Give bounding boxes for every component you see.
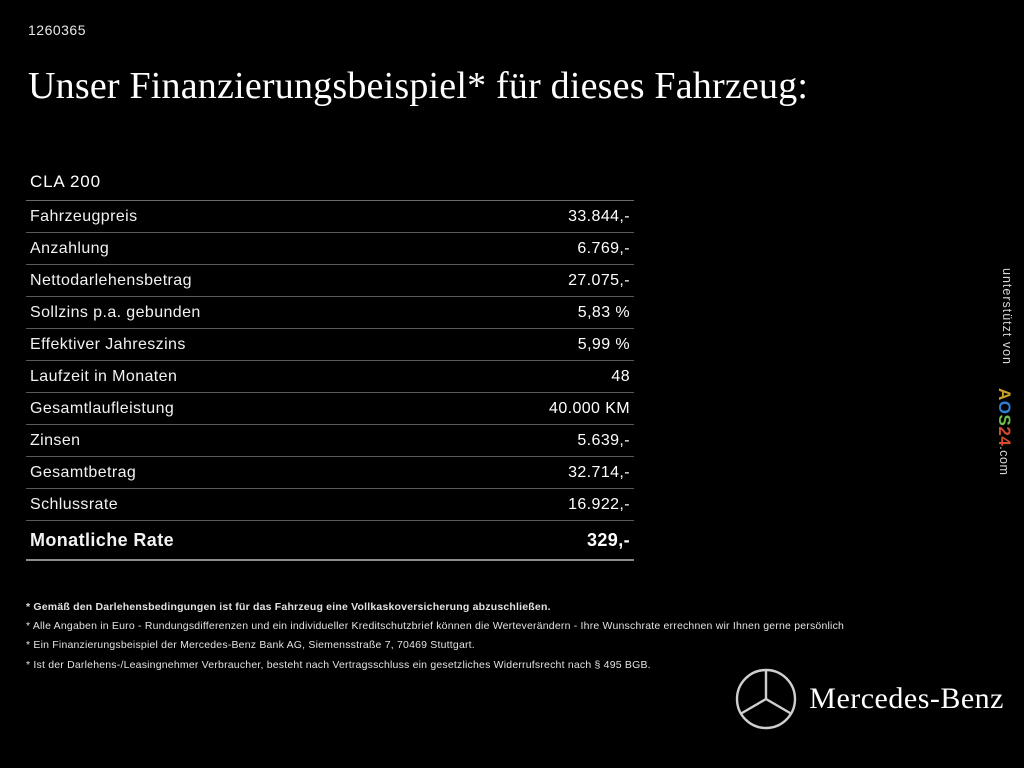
table-row (26, 297, 634, 329)
page-title: Unser Finanzierungsbeispiel* für dieses Fahrzeug: (28, 65, 809, 107)
row-value: 5,99 % (577, 336, 630, 353)
logo-tld: .com (997, 446, 1011, 476)
vehicle-model-title: CLA 200 (26, 172, 634, 201)
row-value: 48 (611, 368, 630, 385)
table-row (26, 489, 634, 521)
row-label: Schlussrate (30, 496, 118, 513)
row-value: 33.844,- (568, 208, 630, 225)
footnote-item: * Ein Finanzierungsbeispiel der Mercedes-Benz Bank AG, Siemensstraße 7, 70469 Stuttgart. (26, 639, 475, 652)
row-value: 5.639,- (577, 432, 630, 449)
row-label: Sollzins p.a. gebunden (30, 304, 201, 321)
table-row (26, 425, 634, 457)
table-row (26, 265, 634, 297)
footnotes (26, 600, 996, 677)
table-row (26, 361, 634, 393)
logo-letter-o: O (995, 400, 1014, 415)
row-value: 6.769,- (577, 240, 630, 257)
row-value: 16.922,- (568, 496, 630, 513)
table-row (26, 457, 634, 489)
sidebar-attribution (988, 268, 1016, 588)
table-row (26, 233, 634, 265)
brand-name: Mercedes-Benz (809, 682, 1004, 715)
logo-letter-s: S (995, 414, 1014, 427)
row-label: Laufzeit in Monaten (30, 368, 178, 385)
row-value: 40.000 KM (549, 400, 630, 417)
aos24-logo (994, 388, 1014, 475)
row-label: Zinsen (30, 432, 81, 449)
table-row (26, 393, 634, 425)
row-label: Effektiver Jahreszins (30, 336, 186, 353)
logo-letter-a: A (995, 388, 1014, 401)
mercedes-star-icon (735, 668, 797, 730)
reference-id: 1260365 (28, 22, 87, 38)
row-label: Nettodarlehensbetrag (30, 272, 192, 289)
table-row (26, 201, 634, 233)
row-value: 27.075,- (568, 272, 630, 289)
logo-number-24: 24 (995, 426, 1014, 447)
row-label: Gesamtlaufleistung (30, 400, 175, 417)
footnote-item: * Gemäß den Darlehensbedingungen ist für das Fahrzeug eine Vollkaskoversicherung abzuschließen. (26, 601, 551, 613)
monthly-rate-label: Monatliche Rate (30, 530, 175, 550)
supported-by-label: unterstützt von (1000, 268, 1014, 365)
row-value: 5,83 % (577, 304, 630, 321)
row-label: Anzahlung (30, 240, 110, 257)
row-value: 32.714,- (568, 464, 630, 481)
row-label: Gesamtbetrag (30, 464, 137, 481)
monthly-rate-row (26, 521, 634, 561)
finance-table (26, 172, 634, 561)
table-row (26, 329, 634, 361)
monthly-rate-value: 329,- (586, 530, 630, 550)
footnote-item: * Alle Angaben in Euro - Rundungsdifferenzen und ein individueller Kreditschutzbrief können die Werteverändern - Ihre Wunschrate errechnen wir Ihnen gerne persönlich (26, 620, 845, 633)
footnote-item: * Ist der Darlehens-/Leasingnehmer Verbraucher, besteht nach Vertragsschluss ein gesetzliches Widerrufsrecht nach § 495 BGB. (26, 658, 651, 671)
row-label: Fahrzeugpreis (30, 208, 138, 225)
brand-lockup (735, 668, 1004, 730)
